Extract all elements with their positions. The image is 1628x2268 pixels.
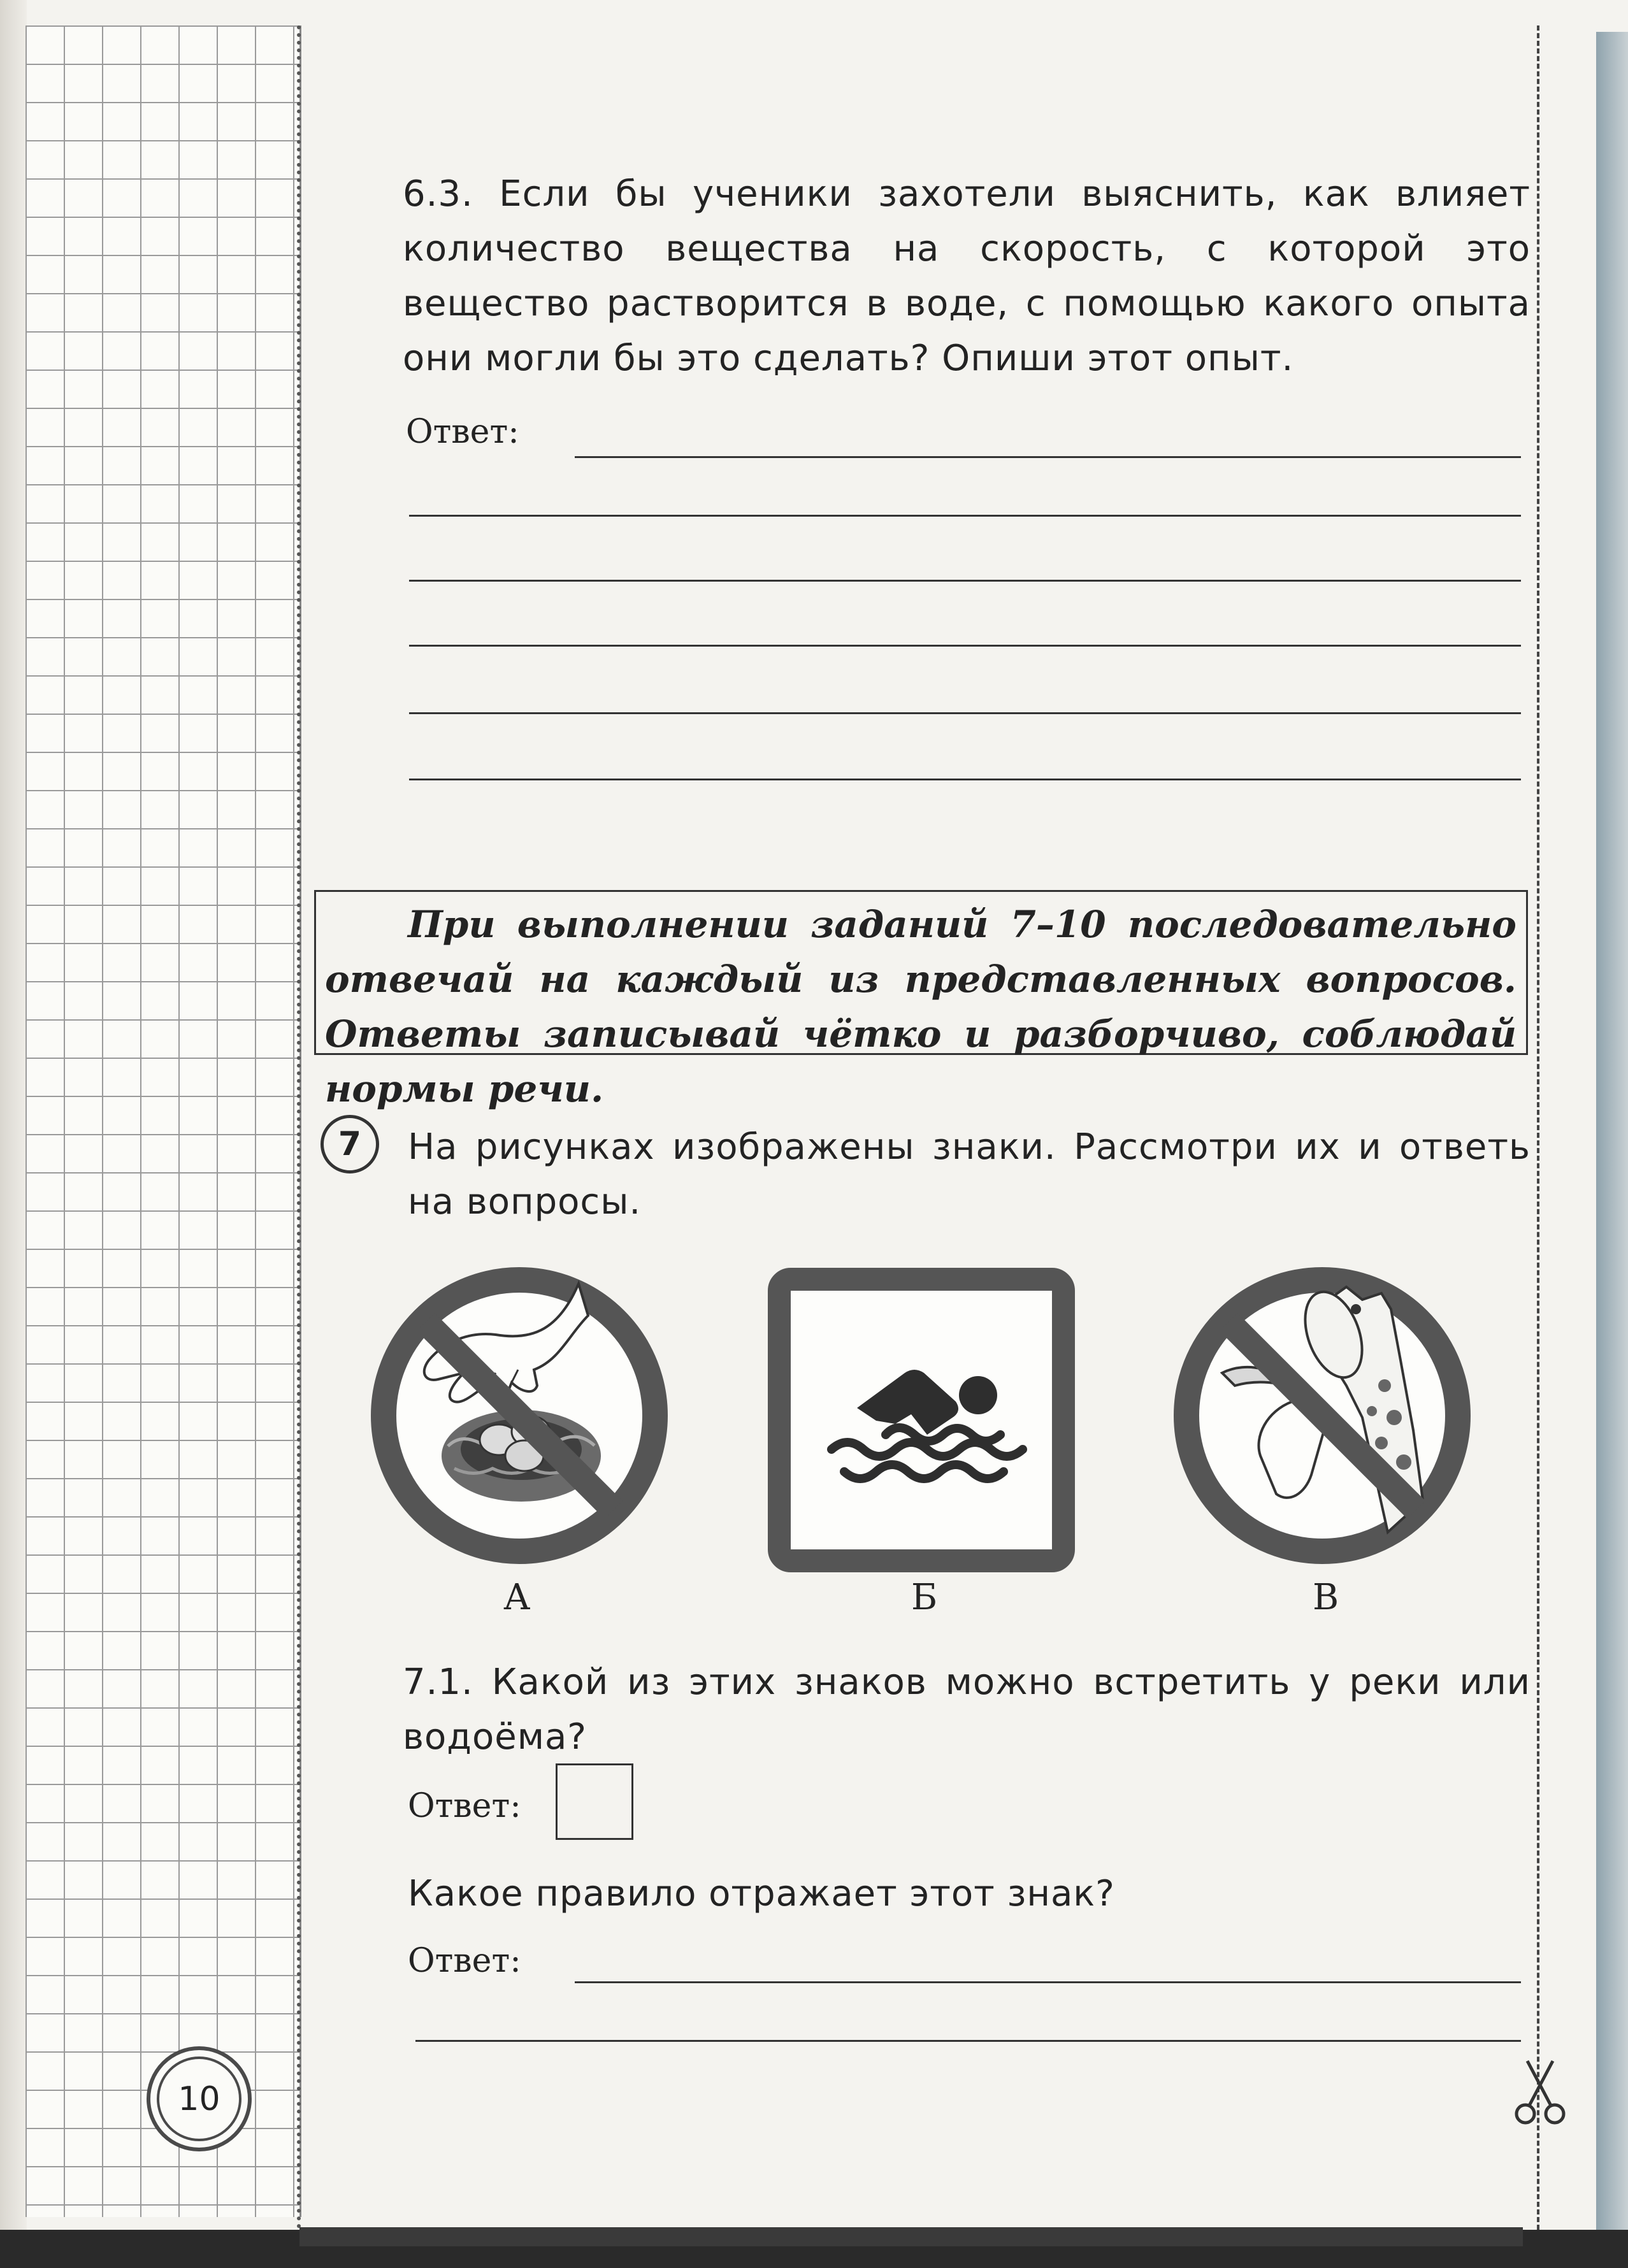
answer-box-7-1[interactable] (556, 1763, 633, 1840)
page-number-badge (147, 2046, 252, 2151)
sign-label-a: А (503, 1577, 531, 1618)
question-6-3: 6.3. Если бы ученики захотели выяснить, как влияет количество вещества на скорость, с которой это вещество растворится в воде, с помощью какого опыта они могли бы это сделать? Опиши этот опыт. (403, 173, 1531, 379)
answer-label-7-1: Ответ: (408, 1787, 521, 1825)
rule-question: Какое правило отражает этот знак? (408, 1873, 1115, 1914)
cut-line (1537, 25, 1539, 2230)
answer-line-6-3-4[interactable] (409, 645, 1521, 647)
no-feeding-animals-icon (1171, 1265, 1474, 1567)
page-bottom-shadow (299, 2227, 1523, 2246)
sign-label-b: Б (911, 1577, 938, 1618)
page-right-edge (1596, 32, 1628, 2268)
margin-dotted-line (297, 25, 301, 2230)
answer-line-6-3-2[interactable] (409, 515, 1521, 517)
answer-line-6-3-6[interactable] (409, 779, 1521, 780)
answer-line-rule-1[interactable] (575, 1981, 1521, 1983)
answer-line-6-3-1[interactable] (575, 456, 1521, 458)
sign-label-c: В (1313, 1577, 1339, 1618)
answer-label-6-3: Ответ: (406, 413, 519, 451)
swimming-allowed-icon (768, 1268, 1075, 1572)
question-7-1: 7.1. Какой из этих знаков можно встретить у реки или водоёма? (403, 1662, 1531, 1758)
page-left-edge (0, 0, 27, 2268)
answer-line-rule-2[interactable] (415, 2040, 1521, 2042)
task-number-badge: 7 (321, 1115, 379, 1173)
answer-line-6-3-5[interactable] (409, 712, 1521, 714)
no-touching-bird-nest-icon (368, 1265, 671, 1567)
scissors-icon (1511, 2058, 1569, 2128)
task-7-text: На рисунках изображены знаки. Рассмотри их и ответь на вопросы. (408, 1126, 1531, 1223)
grid-margin (25, 25, 301, 2217)
page-number: 10 (157, 2056, 241, 2141)
answer-label-rule: Ответ: (408, 1942, 521, 1980)
answer-line-6-3-3[interactable] (409, 580, 1521, 582)
instructions-text: При выполнении заданий 7–10 последовательно отвечай на каждый из представленных вопросов. Ответы записывай чётко и разборчиво, соблюдай нормы речи. (325, 903, 1516, 1110)
